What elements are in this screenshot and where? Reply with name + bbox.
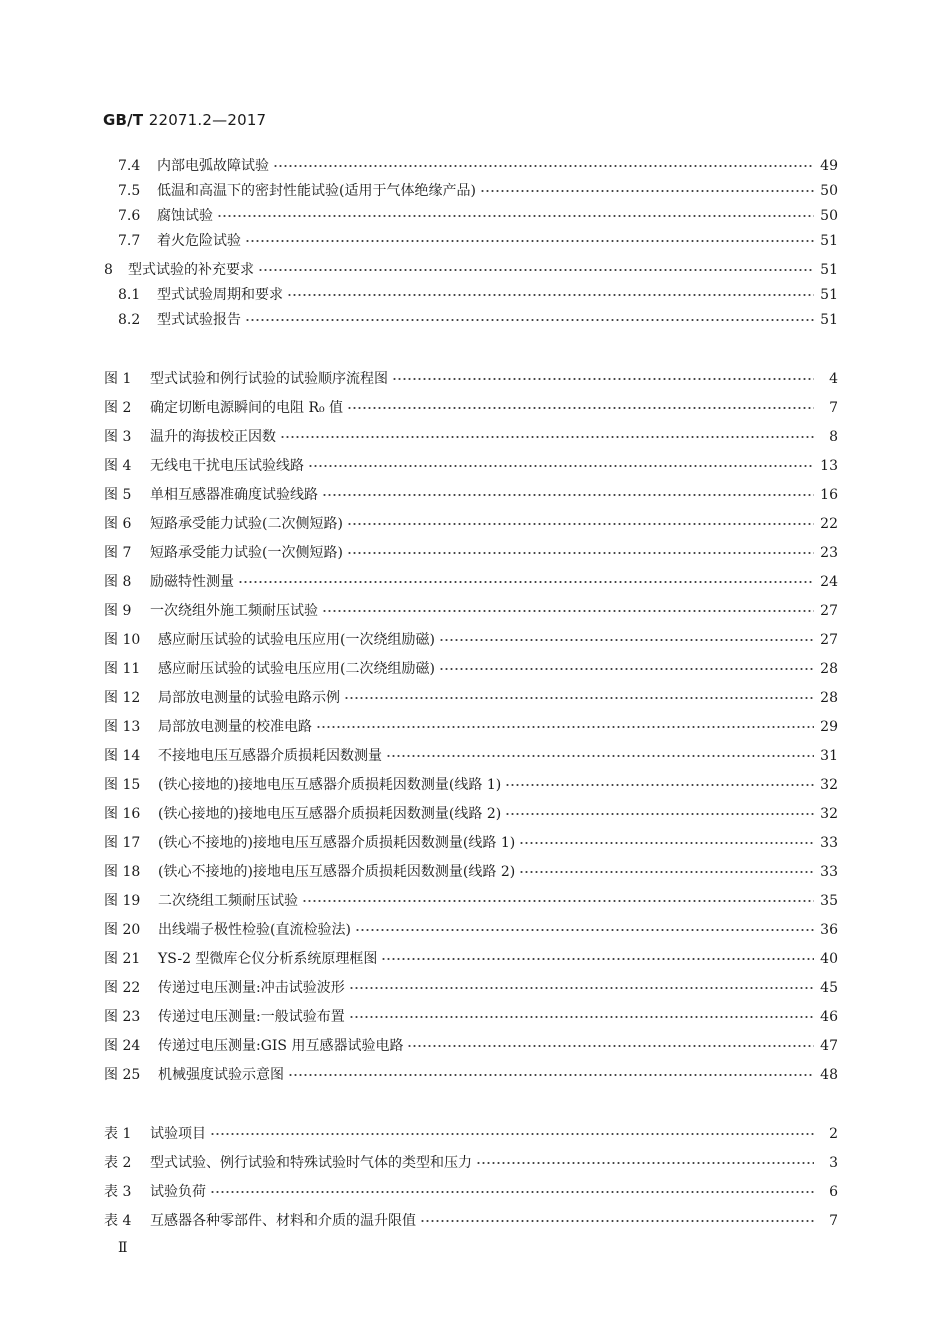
- toc-entry-figure[interactable]: [104, 801, 838, 827]
- entry-title: 型式试验的补充要求: [128, 262, 254, 278]
- figure-title: 出线端子极性检验(直流检验法): [158, 922, 351, 938]
- figure-page: 32: [820, 777, 838, 793]
- figure-title: 机械强度试验示意图: [158, 1067, 284, 1083]
- figure-page: 8: [829, 429, 838, 445]
- figure-page: 4: [829, 371, 838, 387]
- figure-title: (铁心接地的)接地电压互感器介质损耗因数测量(线路 2): [158, 806, 502, 822]
- dot-leader: [316, 714, 814, 740]
- figure-title: 传递过电压测量:冲击试验波形: [158, 980, 345, 996]
- table-page: 7: [829, 1213, 838, 1229]
- toc-entry-figure[interactable]: [104, 1004, 838, 1030]
- entry-page: 50: [820, 208, 838, 224]
- page-number: Ⅱ: [118, 1240, 128, 1256]
- figure-page: 36: [820, 922, 838, 938]
- figure-label: 图 3: [104, 429, 132, 445]
- dot-leader: [439, 656, 814, 682]
- dot-leader: [287, 282, 814, 308]
- toc-entry-figure[interactable]: [104, 453, 838, 479]
- table-label: 表 2: [104, 1155, 132, 1171]
- toc-entry-section[interactable]: [118, 178, 838, 204]
- figure-page: 47: [820, 1038, 838, 1054]
- entry-number: 8: [104, 262, 113, 278]
- figure-label: 图 12: [104, 690, 141, 706]
- entry-title: 低温和高温下的密封性能试验(适用于气体绝缘产品): [157, 183, 476, 199]
- figure-title: 二次绕组工频耐压试验: [158, 893, 298, 909]
- figure-label: 图 25: [104, 1067, 141, 1083]
- figure-page: 29: [820, 719, 838, 735]
- entry-title: 型式试验报告: [157, 312, 241, 328]
- toc-entry-figure[interactable]: [104, 743, 838, 769]
- dot-leader: [322, 482, 814, 508]
- toc-entry-chapter[interactable]: [104, 257, 838, 283]
- figure-label: 图 16: [104, 806, 141, 822]
- figure-title: 传递过电压测量:一般试验布置: [158, 1009, 345, 1025]
- dot-leader: [217, 203, 814, 229]
- dot-leader: [347, 395, 814, 421]
- dot-leader: [349, 975, 814, 1001]
- toc-entry-figure[interactable]: [104, 395, 838, 421]
- table-page: 6: [829, 1184, 838, 1200]
- figure-label: 图 21: [104, 951, 141, 967]
- dot-leader: [407, 1033, 814, 1059]
- figure-label: 图 15: [104, 777, 141, 793]
- dot-leader: [280, 424, 814, 450]
- figure-page: 27: [820, 632, 838, 648]
- entry-number: 7.6: [118, 208, 141, 224]
- figure-page: 40: [820, 951, 838, 967]
- figure-page: 28: [820, 690, 838, 706]
- figure-label: 图 22: [104, 980, 141, 996]
- document-header: [103, 111, 266, 129]
- figure-title: 单相互感器准确度试验线路: [150, 487, 318, 503]
- figure-label: 图 4: [104, 458, 132, 474]
- toc-entry-table[interactable]: [104, 1150, 838, 1176]
- toc-entry-figure[interactable]: [104, 888, 838, 914]
- table-label: 表 1: [104, 1126, 132, 1142]
- toc-entry-figure[interactable]: [104, 424, 838, 450]
- dot-leader: [347, 511, 814, 537]
- figure-page: 31: [820, 748, 838, 764]
- dot-leader: [355, 917, 814, 943]
- entry-number: 8.2: [118, 312, 141, 328]
- figure-title: 传递过电压测量:GIS 用互感器试验电路: [158, 1038, 404, 1054]
- toc-entry-section[interactable]: [118, 307, 838, 333]
- figure-label: 图 6: [104, 516, 132, 532]
- figure-page: 23: [820, 545, 838, 561]
- toc-entry-figure[interactable]: [104, 598, 838, 624]
- entry-title: 着火危险试验: [157, 233, 241, 249]
- table-title: 试验负荷: [150, 1184, 206, 1200]
- figure-title: 感应耐压试验的试验电压应用(二次绕组励磁): [158, 661, 435, 677]
- toc-entry-table[interactable]: [104, 1208, 838, 1234]
- entry-number: 7.7: [118, 233, 141, 249]
- dot-leader: [288, 1062, 814, 1088]
- table-label: 表 3: [104, 1184, 132, 1200]
- toc-entry-figure[interactable]: [104, 366, 838, 392]
- figure-label: 图 9: [104, 603, 132, 619]
- figure-label: 图 19: [104, 893, 141, 909]
- dot-leader: [245, 228, 814, 254]
- figure-page: 33: [820, 835, 838, 851]
- dot-leader: [386, 743, 814, 769]
- figure-label: 图 10: [104, 632, 141, 648]
- figure-page: 32: [820, 806, 838, 822]
- dot-leader: [210, 1121, 814, 1147]
- figure-label: 图 13: [104, 719, 141, 735]
- figure-title: YS-2 型微库仑仪分析系统原理框图: [158, 951, 378, 967]
- standard-number: 22071.2—2017: [148, 111, 267, 129]
- figure-title: 型式试验和例行试验的试验顺序流程图: [150, 371, 388, 387]
- toc-entry-figure[interactable]: [104, 685, 838, 711]
- figure-label: 图 1: [104, 371, 132, 387]
- dot-leader: [349, 1004, 814, 1030]
- entry-title: 腐蚀试验: [157, 208, 213, 224]
- figure-label: 图 7: [104, 545, 132, 561]
- dot-leader: [210, 1179, 814, 1205]
- figure-title: 短路承受能力试验(二次侧短路): [150, 516, 343, 532]
- figure-label: 图 18: [104, 864, 141, 880]
- figure-title: 感应耐压试验的试验电压应用(一次绕组励磁): [158, 632, 435, 648]
- entry-page: 51: [820, 312, 838, 328]
- toc-entry-section[interactable]: [118, 153, 838, 179]
- toc-entry-figure[interactable]: [104, 946, 838, 972]
- figure-page: 28: [820, 661, 838, 677]
- dot-leader: [238, 569, 814, 595]
- table-title: 互感器各种零部件、材料和介质的温升限值: [150, 1213, 416, 1229]
- figure-title: 一次绕组外施工频耐压试验: [150, 603, 318, 619]
- table-page: 3: [829, 1155, 838, 1171]
- toc-entry-section[interactable]: [118, 203, 838, 229]
- figure-page: 35: [820, 893, 838, 909]
- figure-page: 13: [820, 458, 838, 474]
- figure-title: (铁心接地的)接地电压互感器介质损耗因数测量(线路 1): [158, 777, 502, 793]
- table-page: 2: [829, 1126, 838, 1142]
- toc-entry-figure[interactable]: [104, 1033, 838, 1059]
- dot-leader: [439, 627, 814, 653]
- figure-label: 图 17: [104, 835, 141, 851]
- figure-label: 图 2: [104, 400, 132, 416]
- entry-page: 49: [820, 158, 838, 174]
- toc-entry-figure[interactable]: [104, 656, 838, 682]
- figure-title: 短路承受能力试验(一次侧短路): [150, 545, 343, 561]
- entry-title: 型式试验周期和要求: [157, 287, 283, 303]
- dot-leader: [392, 366, 814, 392]
- table-title: 试验项目: [150, 1126, 206, 1142]
- figure-page: 27: [820, 603, 838, 619]
- figure-title: 无线电干扰电压试验线路: [150, 458, 304, 474]
- table-label: 表 4: [104, 1213, 132, 1229]
- entry-number: 7.5: [118, 183, 141, 199]
- figure-page: 16: [820, 487, 838, 503]
- toc-entry-figure[interactable]: [104, 482, 838, 508]
- figure-label: 图 14: [104, 748, 141, 764]
- figure-title: (铁心不接地的)接地电压互感器介质损耗因数测量(线路 1): [158, 835, 516, 851]
- toc-entry-figure[interactable]: [104, 1062, 838, 1088]
- entry-page: 51: [820, 262, 838, 278]
- dot-leader: [322, 598, 814, 624]
- toc-entry-figure[interactable]: [104, 714, 838, 740]
- figure-label: 图 24: [104, 1038, 141, 1054]
- entry-page: 51: [820, 233, 838, 249]
- toc-entry-figure[interactable]: [104, 627, 838, 653]
- figure-page: 46: [820, 1009, 838, 1025]
- dot-leader: [258, 257, 814, 283]
- figure-page: 7: [829, 400, 838, 416]
- standard-prefix: GB/T: [103, 111, 144, 129]
- toc-entry-figure[interactable]: [104, 917, 838, 943]
- figure-title: 励磁特性测量: [150, 574, 234, 590]
- toc-entry-figure[interactable]: [104, 859, 838, 885]
- figure-label: 图 5: [104, 487, 132, 503]
- figure-page: 48: [820, 1067, 838, 1083]
- dot-leader: [302, 888, 814, 914]
- toc-entry-figure[interactable]: [104, 540, 838, 566]
- figure-label: 图 11: [104, 661, 141, 677]
- dot-leader: [505, 772, 814, 798]
- dot-leader: [519, 830, 814, 856]
- figure-page: 24: [820, 574, 838, 590]
- toc-entry-section[interactable]: [118, 282, 838, 308]
- entry-page: 51: [820, 287, 838, 303]
- dot-leader: [420, 1208, 814, 1234]
- dot-leader: [480, 178, 814, 204]
- figure-label: 图 8: [104, 574, 132, 590]
- toc-entry-table[interactable]: [104, 1121, 838, 1147]
- dot-leader: [519, 859, 814, 885]
- entry-page: 50: [820, 183, 838, 199]
- dot-leader: [245, 307, 814, 333]
- dot-leader: [273, 153, 814, 179]
- toc-entry-table[interactable]: [104, 1179, 838, 1205]
- dot-leader: [381, 946, 814, 972]
- figure-title: 不接地电压互感器介质损耗因数测量: [158, 748, 382, 764]
- toc-entry-figure[interactable]: [104, 511, 838, 537]
- table-title: 型式试验、例行试验和特殊试验时气体的类型和压力: [150, 1155, 472, 1171]
- entry-title: 内部电弧故障试验: [157, 158, 269, 174]
- figure-title: (铁心不接地的)接地电压互感器介质损耗因数测量(线路 2): [158, 864, 516, 880]
- dot-leader: [347, 540, 814, 566]
- figure-page: 45: [820, 980, 838, 996]
- toc-entry-figure[interactable]: [104, 975, 838, 1001]
- dot-leader: [476, 1150, 814, 1176]
- toc-entry-figure[interactable]: [104, 830, 838, 856]
- figure-title: 局部放电测量的试验电路示例: [158, 690, 340, 706]
- dot-leader: [344, 685, 814, 711]
- figure-page: 33: [820, 864, 838, 880]
- dot-leader: [308, 453, 814, 479]
- figure-label: 图 20: [104, 922, 141, 938]
- figure-label: 图 23: [104, 1009, 141, 1025]
- entry-number: 8.1: [118, 287, 141, 303]
- toc-entry-figure[interactable]: [104, 569, 838, 595]
- entry-number: 7.4: [118, 158, 141, 174]
- figure-title: 局部放电测量的校准电路: [158, 719, 312, 735]
- toc-entry-section[interactable]: [118, 228, 838, 254]
- figure-title: 确定切断电源瞬间的电阻 R₀ 值: [150, 400, 344, 416]
- figure-page: 22: [820, 516, 838, 532]
- figure-title: 温升的海拔校正因数: [150, 429, 276, 445]
- toc-entry-figure[interactable]: [104, 772, 838, 798]
- dot-leader: [505, 801, 814, 827]
